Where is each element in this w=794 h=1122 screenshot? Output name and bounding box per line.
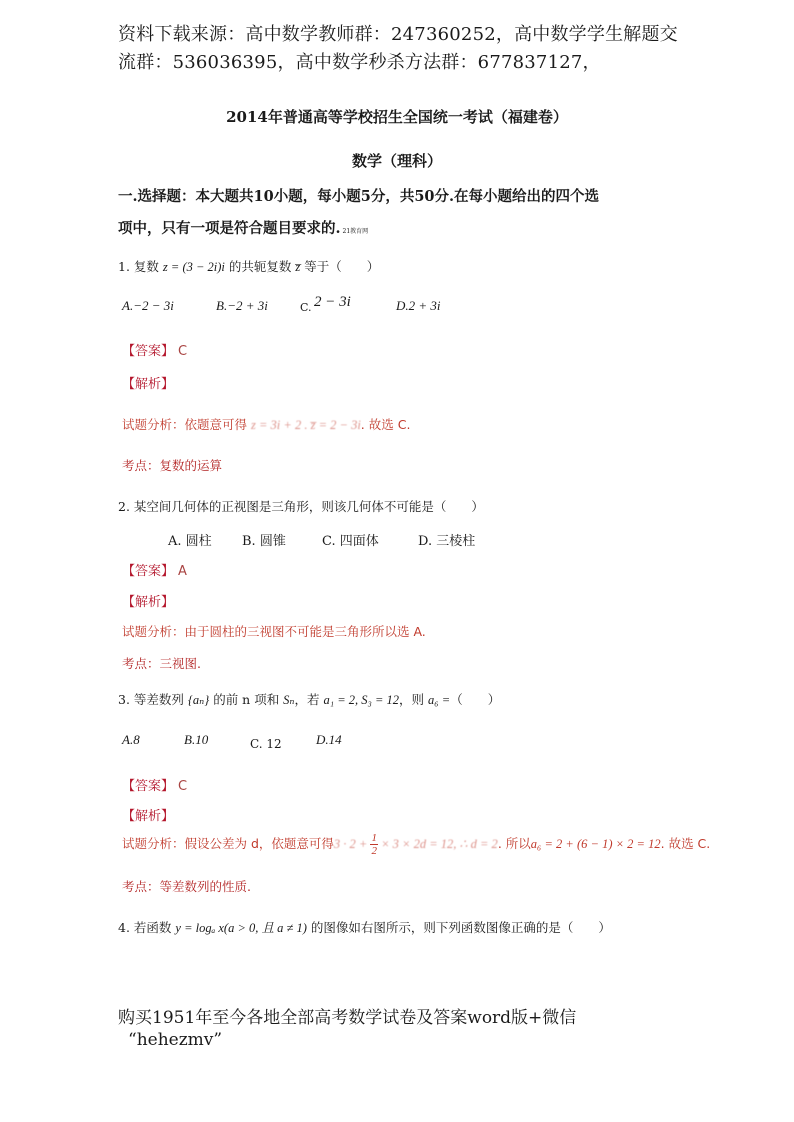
q1-point: 考点：复数的运算 <box>122 458 223 473</box>
q1-suffix: 等于（ ） <box>300 259 380 274</box>
answer-label: 【答案】 <box>122 344 175 359</box>
footer-line2: “hehezmv” <box>128 1030 223 1050</box>
footer-line1: 购买1951年至今各地全部高考数学试卷及答案word版+微信 <box>118 1008 577 1028</box>
fraction-numerator: 1 <box>371 832 377 844</box>
header-source-line2: 流群：536036395，高中数学秒杀方法群：677837127， <box>118 52 601 73</box>
q3-prefix: 3. 等差数列 <box>118 692 184 707</box>
q3-option-a: A.8 <box>122 732 140 747</box>
section-heading-text: 项中，只有一项是符合题目要求的. <box>118 220 341 237</box>
q1-analysis-prefix: 试题分析：依题意可得 <box>122 417 248 432</box>
q1-option-d: D.2 + 3i <box>396 298 441 313</box>
question-1-options <box>122 294 482 318</box>
fraction-denominator: 2 <box>371 845 377 857</box>
q3-math4: a₆ = <box>428 693 451 707</box>
question-2-stem: 2. 某空间几何体的正视图是三角形，则该几何体不可能是（ ） <box>118 499 484 514</box>
q3-suffix: （ ） <box>450 692 501 707</box>
q3-option-b: B.10 <box>184 732 209 747</box>
q3-math2: Sₙ <box>283 693 295 707</box>
section-heading-line2 <box>118 217 368 238</box>
q2-point: 考点：三视图. <box>122 656 201 671</box>
q2-option-a: A. 圆柱 <box>168 534 212 549</box>
question-2-options <box>168 530 488 550</box>
answer-value: C <box>178 779 188 794</box>
q1-option-c: 2 − 3i <box>314 294 351 310</box>
answer-value: A <box>178 564 187 579</box>
q2-option-b: B. 圆锥 <box>242 534 286 549</box>
q1-analysis-label <box>122 373 174 392</box>
q3-analysis-math2: × 3 × 2d = 12, ∴ d = 2 <box>377 837 498 851</box>
q3-mid3: ，则 <box>399 692 429 707</box>
question-3-stem <box>118 690 500 708</box>
q3-analysis-mid: . 所以 <box>497 836 531 851</box>
question-3-options <box>122 732 422 754</box>
q1-analysis-suffix: . 故选 C. <box>360 417 411 432</box>
q3-analysis-math: 3 · 2 + <box>333 837 371 851</box>
q3-analysis-prefix: 试题分析：假设公差为 d，依题意可得 <box>122 836 334 851</box>
q3-answer <box>122 775 187 794</box>
analysis-label: 【解析】 <box>122 809 175 824</box>
question-1-stem <box>118 257 379 275</box>
header-source-line1: 资料下载来源：高中数学教师群：247360252，高中数学学生解题交 <box>118 24 678 45</box>
q2-analysis-label <box>122 591 174 610</box>
q4-prefix: 4. 若函数 <box>118 920 172 935</box>
analysis-label: 【解析】 <box>122 595 175 610</box>
q1-answer <box>122 340 187 359</box>
q3-math: {aₙ} <box>187 693 210 707</box>
subject-title: 数学（理科） <box>351 152 442 170</box>
q3-analysis <box>122 832 710 857</box>
q1-math2: z̅ <box>295 260 301 274</box>
exam-title: 2014年普通高等学校招生全国统一考试（福建卷） <box>226 108 568 126</box>
q2-option-c: C. 四面体 <box>322 534 379 549</box>
q3-option-c: C. 12 <box>250 737 282 751</box>
section-heading-line1: 一.选择题：本大题共10小题，每小题5分，共50分.在每小题给出的四个选 <box>118 188 600 205</box>
q1-mid: 的共轭复数 <box>224 259 296 274</box>
q3-analysis-label <box>122 805 174 824</box>
q1-analysis <box>122 415 410 433</box>
answer-label: 【答案】 <box>122 779 175 794</box>
q2-option-d: D. 三棱柱 <box>418 534 476 549</box>
answer-label: 【答案】 <box>122 564 175 579</box>
q4-suffix: 的图像如右图所示，则下列函数图像正确的是（ ） <box>306 920 611 935</box>
q3-analysis-math3: a₆ = 2 + (6 − 1) × 2 = 12 <box>530 837 661 851</box>
q1-math: z = (3 − 2i)i <box>162 260 225 274</box>
question-4-stem <box>118 918 611 936</box>
watermark-mark: 21教育网 <box>342 228 369 235</box>
answer-value: C <box>178 344 188 359</box>
q2-analysis: 试题分析：由于圆柱的三视图不可能是三角形所以选 A. <box>122 624 426 639</box>
q1-option-c-label: C. <box>300 301 312 314</box>
analysis-label: 【解析】 <box>122 377 175 392</box>
q3-mid2: ，若 <box>294 692 324 707</box>
q1-option-a: A.−2 − 3i <box>122 298 174 313</box>
q3-analysis-suffix: . 故选 C. <box>660 836 711 851</box>
q1-prefix: 1. 复数 <box>118 259 159 274</box>
q3-math3: a₁ = 2, S₃ = 12 <box>323 693 400 707</box>
q4-math: y = logₐ x(a > 0, 且 a ≠ 1) <box>175 921 307 935</box>
q3-mid: 的前 n 项和 <box>209 692 284 707</box>
q1-option-b: B.−2 + 3i <box>216 298 268 313</box>
q3-fraction <box>370 832 378 857</box>
q3-point: 考点：等差数列的性质. <box>122 879 251 894</box>
q1-analysis-math: z = 3i + 2 . z̅ = 2 − 3i <box>251 418 361 432</box>
q3-option-d: D.14 <box>316 732 342 747</box>
q2-answer <box>122 560 187 579</box>
